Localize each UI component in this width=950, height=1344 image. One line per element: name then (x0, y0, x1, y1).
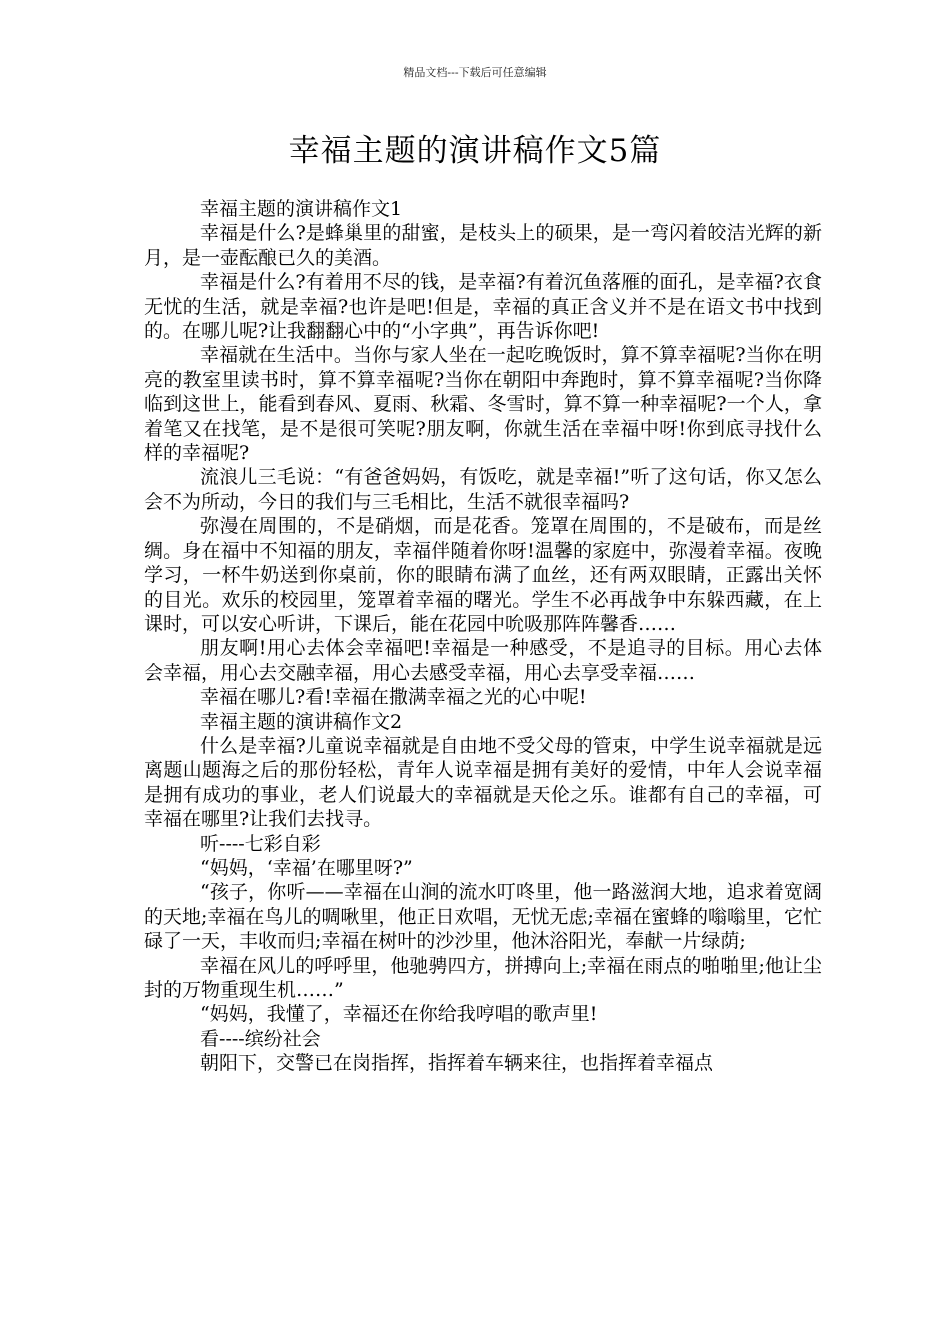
paragraph: 幸福在风儿的呼呼里，他驰骋四方，拼搏向上;幸福在雨点的啪啪里;他让尘封的万物重现生机……” (144, 954, 822, 1001)
paragraph: 弥漫在周围的，不是硝烟，而是花香。笼罩在周围的，不是破布，而是丝绸。身在福中不知福的朋友，幸福伴随着你呀!温馨的家庭中，弥漫着幸福。夜晚学习，一杯牛奶送到你桌前，你的眼睛布满了血丝，还有两双眼睛，正露出关怀的目光。欢乐的校园里，笼罩着幸福的曙光。学生不必再战争中东躲西藏，在上课时，可以安心听讲，下课后，能在花园中吮吸那阵阵馨香…… (144, 515, 822, 635)
paragraph: 朋友啊!用心去体会幸福吧!幸福是一种感受，不是追寻的目标。用心去体会幸福，用心去交融幸福，用心去感受幸福，用心去享受幸福…… (144, 637, 822, 684)
paragraph: “孩子，你听——幸福在山涧的流水叮咚里，他一路滋润大地，追求着宽阔的天地;幸福在鸟儿的啁啾里，他正日欢唱，无忧无虑;幸福在蜜蜂的嗡嗡里，它忙碌了一天，丰收而归;幸福在树叶的沙沙里，他沐浴阳光，奉献一片绿荫; (144, 881, 822, 953)
page-header: 精品文档---下载后可任意编辑 (403, 66, 547, 79)
paragraph: 听----七彩自彩 (200, 832, 321, 855)
paragraph: 什么是幸福?儿童说幸福就是自由地不受父母的管束，中学生说幸福就是远离题山题海之后的那份轻松，青年人说幸福是拥有美好的爱情，中年人会说幸福是拥有成功的事业，老人们说最大的幸福就是天伦之乐。谁都有自己的幸福，可幸福在哪里?让我们去找寻。 (144, 734, 822, 831)
paragraph: 朝阳下，交警已在岗指挥，指挥着车辆来往，也指挥着幸福点 (200, 1052, 714, 1075)
paragraph: 幸福是什么?是蜂巢里的甜蜜，是枝头上的硕果，是一弯闪着皎洁光辉的新月，是一壶酝酿已久的美酒。 (144, 222, 822, 269)
paragraph: 幸福主题的演讲稿作文2 (200, 710, 403, 733)
paragraph: 幸福是什么?有着用不尽的钱，是幸福?有着沉鱼落雁的面孔，是幸福?衣食无忧的生活，就是幸福?也许是吧!但是，幸福的真正含义并不是在语文书中找到的。在哪儿呢?让我翻翻心中的“小字典”，再告诉你吧! (144, 271, 822, 343)
paragraph: 幸福主题的演讲稿作文1 (200, 198, 403, 220)
paragraph: “妈妈，‘幸福’在哪里呀?” (200, 856, 413, 879)
paragraph: “妈妈，我懂了，幸福还在你给我哼唱的歌声里! (200, 1003, 598, 1026)
paragraph: 幸福在哪儿?看!幸福在撒满幸福之光的心中呢! (200, 686, 587, 709)
paragraph: 幸福就在生活中。当你与家人坐在一起吃晚饭时，算不算幸福呢?当你在明亮的教室里读书时，算不算幸福呢?当你在朝阳中奔跑时，算不算幸福呢?当你降临到这世上，能看到春风、夏雨、秋霜、冬雪时，算不算一种幸福呢?一个人，拿着笔又在找笔，是不是很可笑呢?朋友啊，你就生活在幸福中呀!你到底寻找什么样的幸福呢? (144, 344, 822, 465)
document-body (144, 197, 822, 1076)
paragraph: 看----缤纷社会 (200, 1027, 321, 1050)
paragraph: 流浪儿三毛说：“有爸爸妈妈，有饭吃，就是幸福!”听了这句话，你又怎么会不为所动，今日的我们与三毛相比，生活不就很幸福吗? (144, 466, 822, 513)
document-title: 幸福主题的演讲稿作文5篇 (288, 133, 662, 169)
